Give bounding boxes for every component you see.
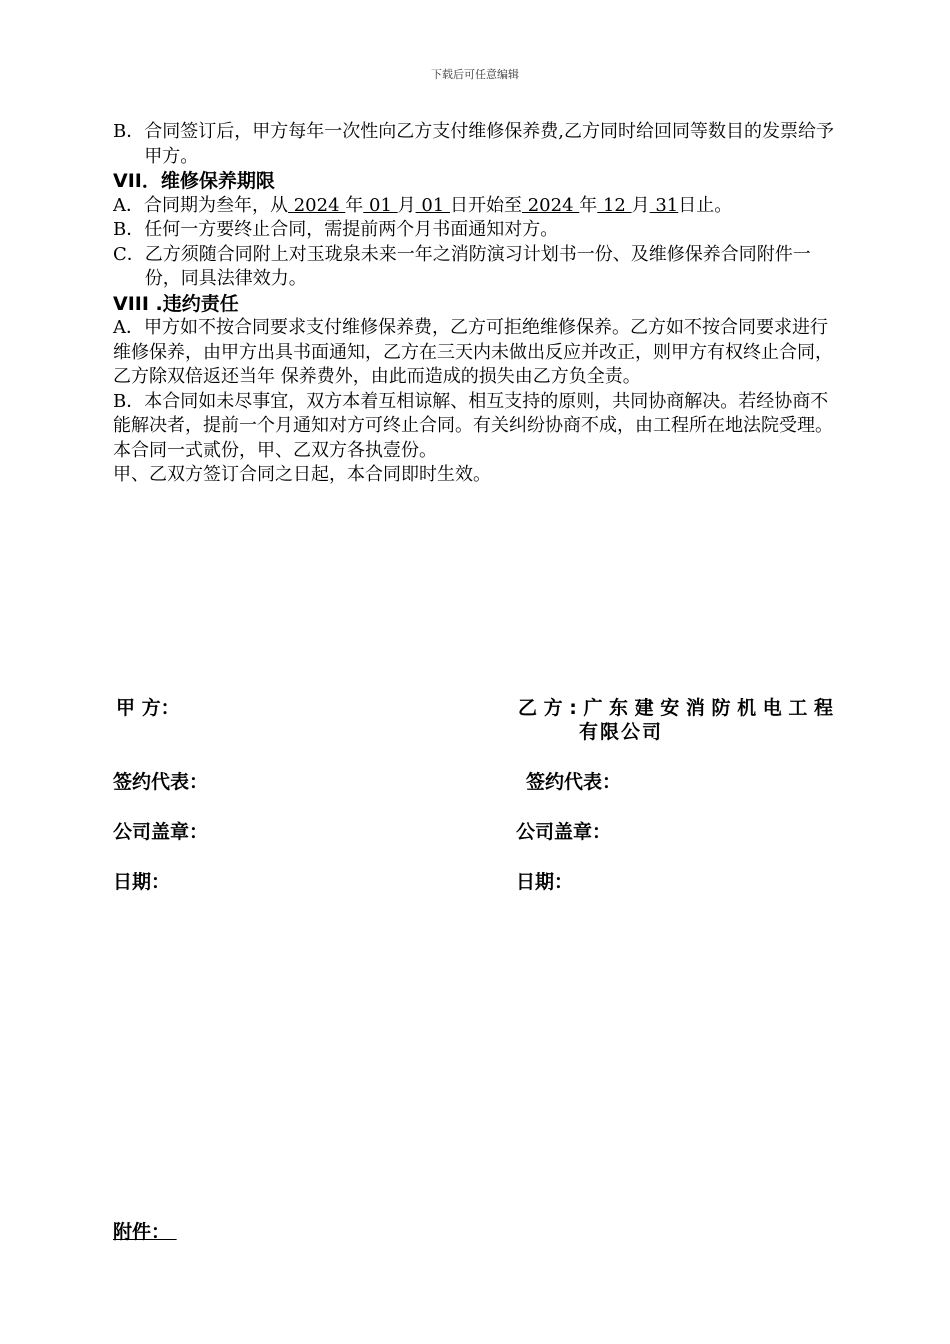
clause-label: B．: [113, 121, 145, 142]
end-month: 12: [597, 194, 632, 216]
start-year: 2024: [288, 194, 346, 216]
clause-text: 乙方须随合同附上对玉珑泉未来一年之消防演习计划书一份、及维修保养合同附件一份，同具法律效力。: [144, 243, 811, 289]
party-a-date: 日期：: [113, 871, 171, 893]
party-a-representative: 签约代表：: [113, 771, 209, 793]
text-part: 日止。: [678, 194, 733, 216]
clause-8a: A．甲方如不按合同要求支付维修保养费，乙方可拒绝维修保养。乙方如不按合同要求进行维修保养，由甲方出具书面通知，乙方在三天内未做出反应并改正，则甲方有权终止合同，乙方除双倍返还当年 保养费外，由此而造成的损失由乙方负全责。: [113, 317, 833, 387]
clause-text: [144, 194, 837, 219]
party-a-seal: 公司盖章：: [113, 821, 209, 843]
page-header: 下载后可任意编辑: [431, 68, 519, 81]
clause-label: A．: [113, 194, 144, 216]
party-b-block: [518, 696, 840, 744]
clause-label: B．: [113, 219, 145, 240]
clause-text: 任何一方要终止合同，需提前两个月书面通知对方。: [144, 219, 559, 240]
end-year: 2024: [521, 194, 580, 216]
clause-7c: [113, 243, 837, 292]
party-b-seal: 公司盖章：: [516, 821, 612, 843]
party-b-date: 日期：: [516, 871, 574, 893]
clause-8b: B．本合同如未尽事宜，双方本着互相谅解、相互支持的原则，共同协商解决。若经协商不能解决者，提前一个月通知对方可终止合同。有关纠纷协商不成，由工程所在地法院受理。本合同一式贰份，甲、乙双方各执壹份。: [113, 390, 833, 461]
text-part: 月: [631, 194, 650, 216]
text-part: 月: [397, 194, 416, 216]
clause-text: 合同签订后，甲方每年一次性向乙方支付维修保养费,乙方同时给回同等数目的发票给予甲方。: [144, 121, 834, 167]
start-day: 01: [415, 194, 450, 216]
attachment-label: 附件：: [113, 1221, 177, 1243]
section-8-heading: VIII .违约责任: [113, 292, 239, 315]
effective-clause: 甲、乙双方签订合同之日起，本合同即时生效。: [113, 464, 491, 485]
contract-body: [113, 120, 837, 488]
text-part: 年: [345, 194, 364, 216]
party-b-company-line2: 有限公司: [578, 721, 663, 743]
text-part: 合同期为叁年，从: [144, 194, 288, 216]
clause-b-payment: [113, 120, 837, 169]
text-part: 年: [579, 194, 598, 216]
party-b-representative: 签约代表：: [526, 771, 622, 793]
clause-7b: [113, 218, 837, 243]
party-b-label: 乙 方 : 广 东 建 安 消 防 机 电 工 程: [518, 697, 833, 719]
party-a-label: 甲 方：: [116, 697, 180, 719]
end-day: 31: [649, 194, 679, 216]
clause-label: C．: [113, 243, 145, 265]
start-month: 01: [363, 194, 398, 216]
section-7-heading: VII．维修保养期限: [113, 170, 275, 192]
text-part: 日开始至: [449, 194, 522, 216]
clause-7a: [113, 194, 837, 219]
